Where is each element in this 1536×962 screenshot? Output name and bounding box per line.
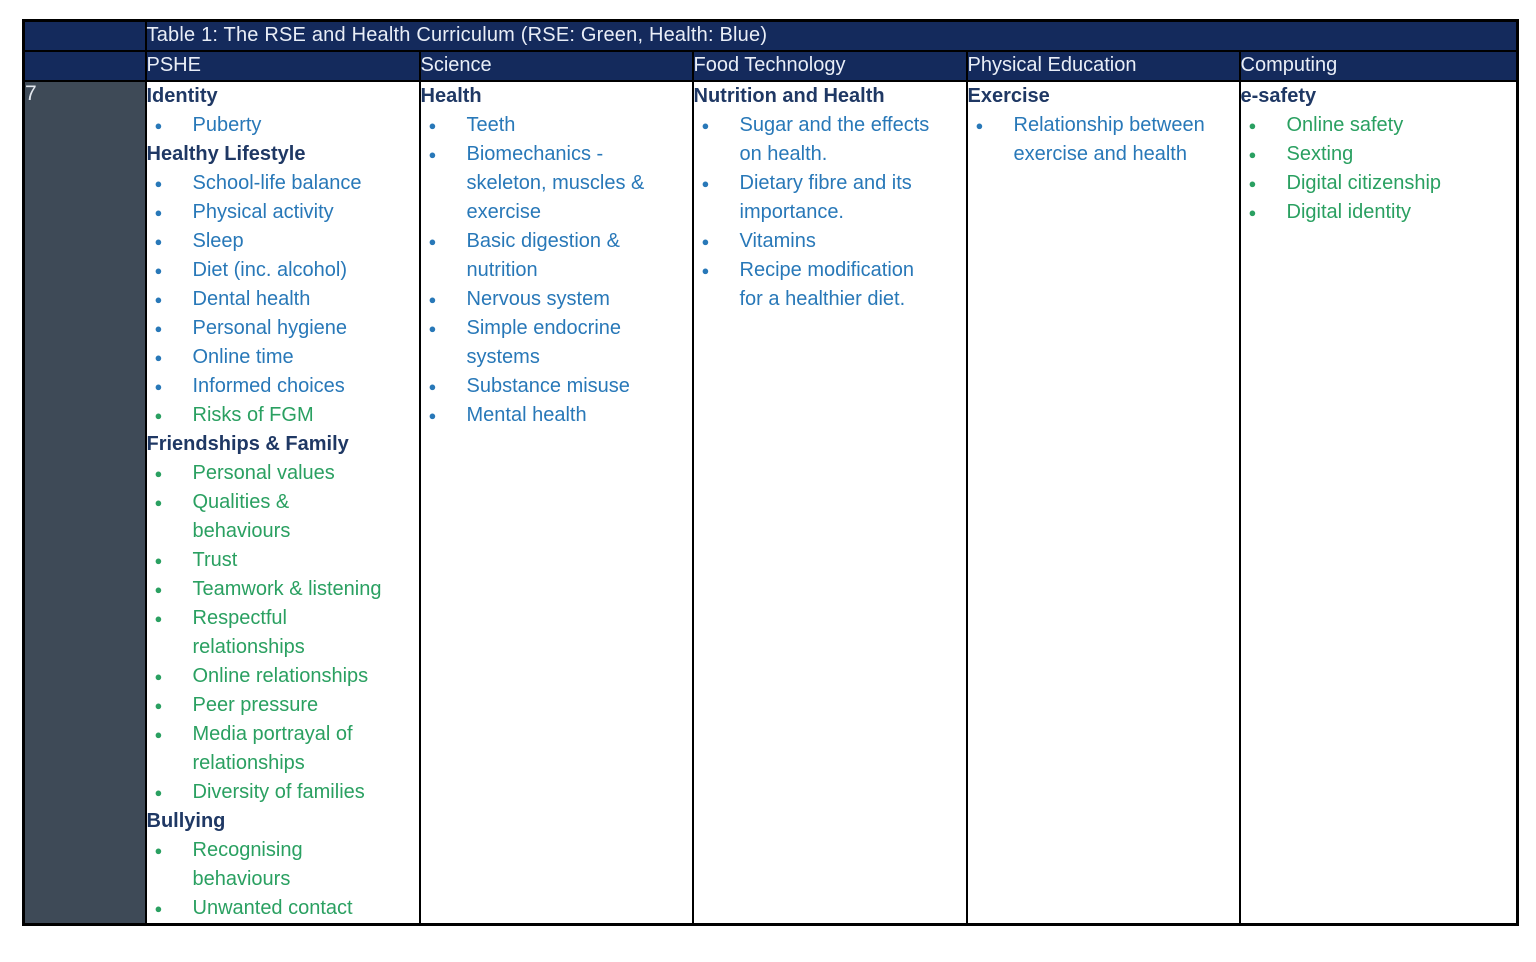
bullet-item	[694, 256, 966, 314]
bullet-item	[147, 343, 419, 372]
bullet-item-text: Unwanted contact	[192, 896, 353, 919]
bullet-item-text: Online safety	[1286, 113, 1404, 136]
bullet-item-text: Recognising behaviours	[192, 838, 303, 890]
bullet-item	[421, 285, 692, 314]
bullet-icon: ●	[154, 552, 163, 568]
bullet-icon: ●	[154, 117, 163, 133]
bullet-icon: ●	[428, 291, 437, 307]
bullet-item	[147, 836, 419, 894]
bullet-item	[1241, 169, 1517, 198]
bullet-item	[421, 227, 692, 285]
bullet-icon: ●	[154, 233, 163, 249]
column-header-science: Science	[420, 51, 693, 81]
bullet-item	[694, 169, 966, 227]
bullet-item	[421, 401, 692, 430]
bullet-item	[147, 546, 419, 575]
column-header-food-technology: Food Technology	[693, 51, 967, 81]
bullet-item	[147, 488, 419, 546]
bullet-icon: ●	[154, 175, 163, 191]
bullet-item-text: Basic digestion & nutrition	[466, 229, 620, 281]
bullet-icon: ●	[1248, 204, 1257, 220]
section-heading-exercise: Exercise	[967, 84, 1050, 107]
section-heading-identity: Identity	[146, 84, 218, 107]
table-body-row	[24, 81, 1518, 925]
bullet-icon: ●	[154, 784, 163, 800]
bullet-item	[421, 314, 692, 372]
bullet-item	[147, 401, 419, 430]
bullet-item-text: Online time	[192, 345, 294, 368]
bullet-item	[147, 604, 419, 662]
bullet-item-text: Sugar and the effects on health.	[739, 113, 930, 165]
bullet-item	[147, 372, 419, 401]
bullet-item-text: Qualities & behaviours	[192, 490, 291, 542]
section-heading-health: Health	[420, 84, 482, 107]
bullet-item-text: Teamwork & listening	[192, 577, 382, 600]
bullet-item-text: School-life balance	[192, 171, 362, 194]
bullet-item-text: Biomechanics - skeleton, muscles & exercise	[466, 142, 645, 223]
bullet-item	[147, 691, 419, 720]
curriculum-cell-food-technology	[693, 81, 967, 925]
bullet-item-text: Digital identity	[1286, 200, 1412, 223]
bullet-item-text: Dietary fibre and its importance.	[739, 171, 912, 223]
bullet-item-text: Personal hygiene	[192, 316, 348, 339]
bullet-item	[147, 169, 419, 198]
bullet-item-text: Puberty	[192, 113, 262, 136]
bullet-icon: ●	[428, 320, 437, 336]
bullet-icon: ●	[154, 581, 163, 597]
table-title: Table 1: The RSE and Health Curriculum (RSE: Green, Health: Blue)	[146, 21, 1518, 51]
bullet-icon: ●	[154, 697, 163, 713]
curriculum-cell-pshe	[146, 81, 420, 925]
bullet-item-text: Dental health	[192, 287, 311, 310]
bullet-item	[1241, 111, 1517, 140]
bullet-item	[1241, 140, 1517, 169]
bullet-item-text: Diversity of families	[192, 780, 365, 803]
bullet-icon: ●	[701, 233, 710, 249]
bullet-item-text: Mental health	[466, 403, 587, 426]
bullet-item	[147, 285, 419, 314]
bullet-icon: ●	[701, 175, 710, 191]
bullet-item	[147, 720, 419, 778]
bullet-icon: ●	[154, 494, 163, 510]
bullet-item	[147, 459, 419, 488]
year-label: 7	[25, 81, 37, 105]
bullet-item	[421, 111, 692, 140]
section-heading-e-safety: e-safety	[1240, 84, 1317, 107]
header-spacer-cell	[24, 51, 146, 81]
bullet-icon: ●	[1248, 117, 1257, 133]
bullet-item-text: Nervous system	[466, 287, 610, 310]
section-heading-friendships-family: Friendships & Family	[146, 432, 349, 455]
section-heading-nutrition-and-health: Nutrition and Health	[693, 84, 885, 107]
table-title-row	[24, 21, 1518, 51]
bullet-icon: ●	[154, 349, 163, 365]
bullet-icon: ●	[428, 117, 437, 133]
section-heading-healthy-lifestyle: Healthy Lifestyle	[146, 142, 306, 165]
bullet-item-text: Substance misuse	[466, 374, 630, 397]
bullet-icon: ●	[154, 668, 163, 684]
bullet-item	[147, 894, 419, 923]
bullet-icon: ●	[701, 117, 710, 133]
bullet-item-text: Sexting	[1286, 142, 1354, 165]
bullet-item	[147, 111, 419, 140]
bullet-item-text: Media portrayal of relationships	[192, 722, 353, 774]
bullet-item	[147, 778, 419, 807]
bullet-item	[147, 256, 419, 285]
bullet-icon: ●	[428, 378, 437, 394]
bullet-item	[968, 111, 1239, 169]
bullet-icon: ●	[154, 262, 163, 278]
section-heading-bullying: Bullying	[146, 809, 226, 832]
bullet-item-text: Teeth	[466, 113, 516, 136]
column-header-physical-education: Physical Education	[967, 51, 1240, 81]
bullet-icon: ●	[428, 233, 437, 249]
bullet-item-text: Personal values	[192, 461, 335, 484]
column-header-computing: Computing	[1240, 51, 1518, 81]
bullet-item-text: Informed choices	[192, 374, 345, 397]
bullet-item-text: Physical activity	[192, 200, 334, 223]
bullet-icon: ●	[154, 610, 163, 626]
bullet-item-text: Relationship between exercise and health	[1013, 113, 1205, 165]
bullet-item	[694, 111, 966, 169]
curriculum-cell-computing	[1240, 81, 1518, 925]
bullet-icon: ●	[154, 378, 163, 394]
bullet-item	[1241, 198, 1517, 227]
bullet-item-text: Recipe modification for a healthier diet.	[739, 258, 915, 310]
bullet-item-text: Sleep	[192, 229, 244, 252]
bullet-icon: ●	[1248, 146, 1257, 162]
year-cell	[24, 81, 146, 925]
bullet-icon: ●	[154, 407, 163, 423]
bullet-item-text: Risks of FGM	[192, 403, 314, 426]
curriculum-cell-physical-education	[967, 81, 1240, 925]
bullet-item	[147, 662, 419, 691]
bullet-icon: ●	[428, 146, 437, 162]
bullet-item	[421, 140, 692, 227]
bullet-icon: ●	[154, 726, 163, 742]
bullet-icon: ●	[154, 291, 163, 307]
bullet-item-text: Online relationships	[192, 664, 369, 687]
bullet-item	[694, 227, 966, 256]
bullet-item	[147, 314, 419, 343]
bullet-item	[421, 372, 692, 401]
corner-cell	[24, 21, 146, 51]
bullet-icon: ●	[154, 900, 163, 916]
bullet-item-text: Vitamins	[739, 229, 816, 252]
bullet-item-text: Trust	[192, 548, 238, 571]
bullet-item-text: Peer pressure	[192, 693, 319, 716]
bullet-icon: ●	[154, 204, 163, 220]
curriculum-cell-science	[420, 81, 693, 925]
bullet-item	[147, 575, 419, 604]
bullet-icon: ●	[428, 407, 437, 423]
bullet-icon: ●	[154, 842, 163, 858]
bullet-icon: ●	[975, 117, 984, 133]
bullet-icon: ●	[701, 262, 710, 278]
bullet-item-text: Digital citizenship	[1286, 171, 1442, 194]
bullet-item-text: Diet (inc. alcohol)	[192, 258, 348, 281]
bullet-item	[147, 198, 419, 227]
column-header-pshe: PSHE	[146, 51, 420, 81]
curriculum-table	[22, 19, 1519, 926]
bullet-item-text: Respectful relationships	[192, 606, 305, 658]
bullet-icon: ●	[154, 320, 163, 336]
bullet-item-text: Simple endocrine systems	[466, 316, 622, 368]
bullet-icon: ●	[1248, 175, 1257, 191]
column-header-row	[24, 51, 1518, 81]
bullet-icon: ●	[154, 465, 163, 481]
bullet-item	[147, 227, 419, 256]
